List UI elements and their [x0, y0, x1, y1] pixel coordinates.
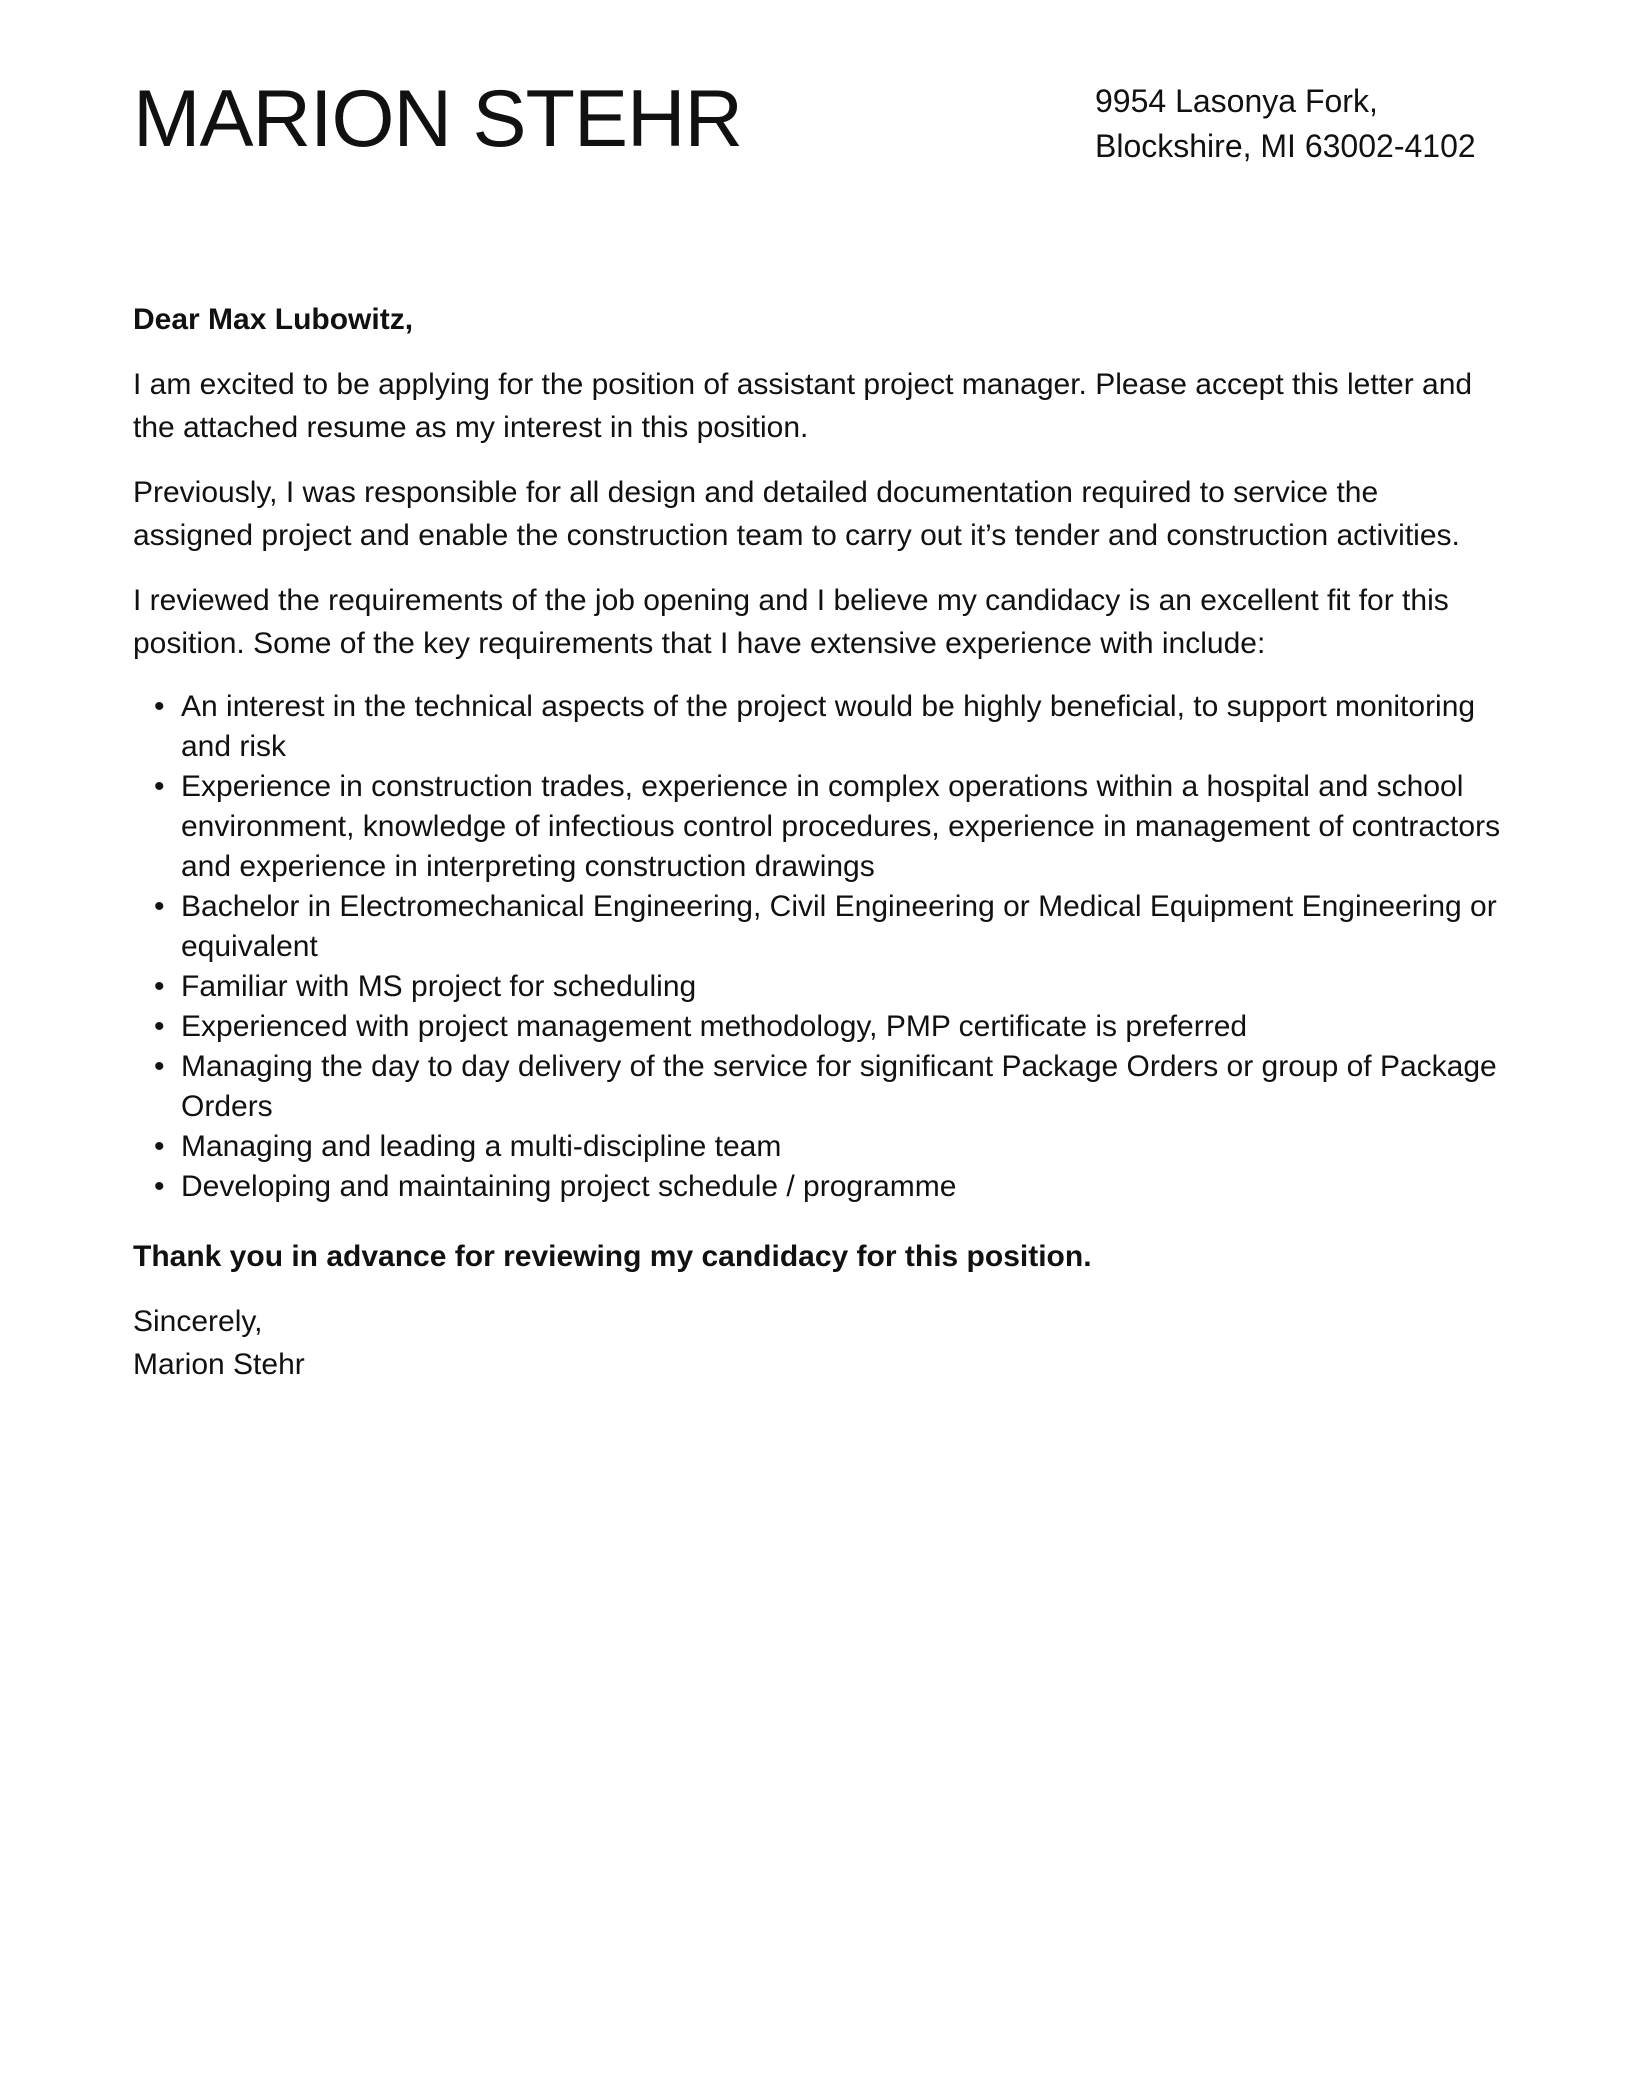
list-item-text: An interest in the technical aspects of the project would be highly beneficial, to support monitoring and risk — [181, 690, 1476, 763]
list-item-text: Managing the day to day delivery of the service for significant Package Orders or group of Package Orders — [181, 1050, 1497, 1123]
list-item-text: Managing and leading a multi-discipline team — [181, 1130, 782, 1163]
signoff: Sincerely, — [133, 1305, 263, 1338]
bullet-icon: • — [154, 1050, 165, 1083]
list-item — [154, 1167, 1503, 1207]
closing-line: Thank you in advance for reviewing my candidacy for this position. — [133, 1240, 1092, 1273]
list-item — [154, 687, 1503, 767]
bullet-icon: • — [154, 1130, 165, 1163]
bullet-icon: • — [154, 890, 165, 923]
bullet-icon: • — [154, 1010, 165, 1043]
address-line-2: Blockshire, MI 63002-4102 — [1095, 128, 1476, 164]
salutation: Dear Max Lubowitz, — [133, 303, 414, 336]
list-item-text: Bachelor in Electromechanical Engineering, Civil Engineering or Medical Equipment Engineering or equivalent — [181, 890, 1497, 963]
signoff-block — [133, 1300, 1503, 1386]
requirements-list — [133, 687, 1503, 1207]
bullet-icon: • — [154, 770, 165, 803]
applicant-address — [1095, 79, 1476, 169]
list-item — [154, 1007, 1503, 1047]
bullet-icon: • — [154, 690, 165, 723]
applicant-name: MARION STEHR — [133, 74, 743, 164]
paragraph-experience: Previously, I was responsible for all design and detailed documentation required to service the assigned project and enable the construction team to carry out it’s tender and construction activities. — [133, 476, 1460, 552]
list-item-text: Familiar with MS project for scheduling — [181, 970, 697, 1003]
list-item-text: Experienced with project management methodology, PMP certificate is preferred — [181, 1010, 1248, 1043]
list-item-text: Experience in construction trades, experience in complex operations within a hospital and school environment, knowledge of infectious control procedures, experience in management of contractors and experience in interpreting construction drawings — [181, 770, 1501, 883]
list-item — [154, 887, 1503, 967]
bullet-icon: • — [154, 1170, 165, 1203]
list-item-text: Developing and maintaining project schedule / programme — [181, 1170, 957, 1203]
paragraph-intro: I am excited to be applying for the position of assistant project manager. Please accept this letter and the attached resume as my interest in this position. — [133, 368, 1473, 444]
letter-body — [133, 298, 1503, 1386]
list-item — [154, 767, 1503, 887]
bullet-icon: • — [154, 970, 165, 1003]
list-item — [154, 1127, 1503, 1167]
list-item — [154, 1047, 1503, 1127]
signature-name: Marion Stehr — [133, 1348, 305, 1381]
paragraph-requirements-intro: I reviewed the requirements of the job opening and I believe my candidacy is an excellent fit for this position. Some of the key requirements that I have extensive experience with include: — [133, 584, 1449, 660]
list-item — [154, 967, 1503, 1007]
address-line-1: 9954 Lasonya Fork, — [1095, 83, 1378, 119]
